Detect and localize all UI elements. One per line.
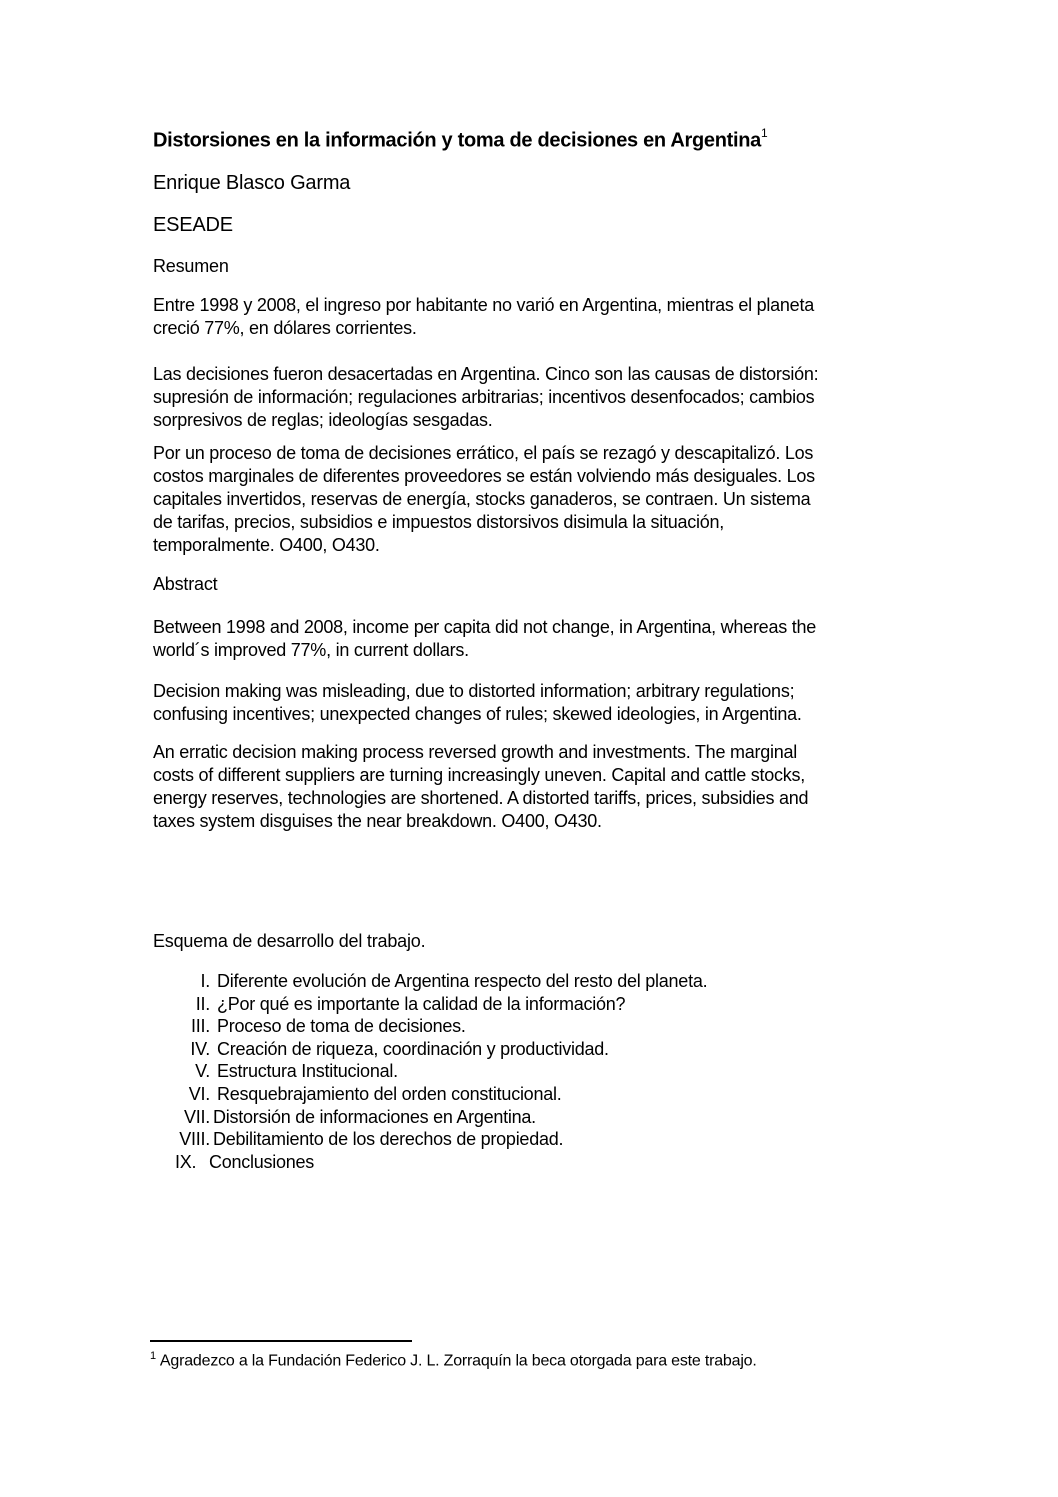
outline-number: I. bbox=[200, 971, 210, 991]
text-line: Por un proceso de toma de decisiones errático, el país se rezagó y descapitalizó. Los bbox=[153, 443, 814, 463]
resumen-paragraph bbox=[153, 294, 913, 340]
text-line: temporalmente. O400, O430. bbox=[153, 535, 380, 555]
footnote-mark: 1 bbox=[150, 1350, 156, 1362]
outline-text: ¿Por qué es importante la calidad de la información? bbox=[217, 993, 626, 1014]
text-line: Between 1998 and 2008, income per capita did not change, in Argentina, whereas the bbox=[153, 617, 816, 637]
outline-heading: Esquema de desarrollo del trabajo. bbox=[153, 931, 426, 951]
outline-number: VII. bbox=[183, 1106, 210, 1127]
resumen-paragraph bbox=[153, 363, 913, 432]
outline-number: VIII. bbox=[179, 1129, 210, 1150]
text-line: Decision making was misleading, due to distorted information; arbitrary regulations; bbox=[153, 681, 795, 701]
paper-title bbox=[153, 128, 767, 153]
footnote-text: Agradezco a la Fundación Federico J. L. Zorraquín la beca otorgada para este trabajo. bbox=[159, 1352, 757, 1370]
outline-text: Debilitamiento de los derechos de propiedad. bbox=[213, 1129, 564, 1150]
text-line: de tarifas, precios, subsidios e impuestos distorsivos disimula la situación, bbox=[153, 512, 725, 532]
abstract-heading: Abstract bbox=[153, 574, 218, 594]
outline-text: Resquebrajamiento del orden constitucional. bbox=[217, 1083, 562, 1104]
outline-number: III. bbox=[190, 1016, 210, 1037]
text-line: Entre 1998 y 2008, el ingreso por habitante no varió en Argentina, mientras el planeta bbox=[153, 295, 814, 315]
paper-title-text: Distorsiones en la información y toma de decisiones en Argentina bbox=[153, 129, 761, 152]
outline-text: Conclusiones bbox=[209, 1151, 315, 1172]
outline-text: Creación de riqueza, coordinación y productividad. bbox=[217, 1038, 609, 1059]
text-line: creció 77%, en dólares corrientes. bbox=[153, 318, 417, 338]
resumen-paragraph bbox=[153, 442, 913, 557]
text-line: taxes system disguises the near breakdown. O400, O430. bbox=[153, 811, 602, 831]
outline-number: IX. bbox=[175, 1151, 197, 1172]
outline-text: Diferente evolución de Argentina respecto del resto del planeta. bbox=[217, 971, 708, 991]
title-footnote-mark: 1 bbox=[761, 126, 768, 140]
footnote-separator bbox=[150, 1340, 412, 1342]
text-line: capitales invertidos, reservas de energía, stocks ganaderos, se contraen. Un sistema bbox=[153, 489, 811, 509]
outline-text: Distorsión de informaciones en Argentina. bbox=[213, 1106, 536, 1127]
outline-text: Proceso de toma de decisiones. bbox=[217, 1016, 466, 1037]
outline-text: Estructura Institucional. bbox=[217, 1061, 398, 1082]
abstract-paragraph bbox=[153, 616, 913, 662]
outline-number: IV. bbox=[190, 1038, 210, 1059]
abstract-paragraph bbox=[153, 680, 913, 726]
text-line: energy reserves, technologies are shortened. A distorted tariffs, prices, subsidies and bbox=[153, 788, 809, 808]
outline-number: II. bbox=[195, 993, 210, 1014]
resumen-heading: Resumen bbox=[153, 256, 229, 276]
text-line: costs of different suppliers are turning increasingly uneven. Capital and cattle stocks, bbox=[153, 765, 806, 785]
text-line: supresión de información; regulaciones arbitrarias; incentivos desenfocados; cambios bbox=[153, 387, 815, 407]
outline-number: VI. bbox=[188, 1083, 210, 1104]
institution: ESEADE bbox=[153, 214, 233, 236]
text-line: Las decisiones fueron desacertadas en Argentina. Cinco son las causas de distorsión: bbox=[153, 364, 819, 384]
text-line: costos marginales de diferentes proveedores se están volviendo más desiguales. Los bbox=[153, 466, 815, 486]
text-line: sorpresivos de reglas; ideologías sesgadas. bbox=[153, 410, 493, 430]
text-line: An erratic decision making process reversed growth and investments. The marginal bbox=[153, 742, 797, 762]
text-line: confusing incentives; unexpected changes of rules; skewed ideologies, in Argentina. bbox=[153, 704, 802, 724]
text-line: world´s improved 77%, in current dollars. bbox=[153, 640, 469, 660]
author-name: Enrique Blasco Garma bbox=[153, 172, 351, 194]
abstract-paragraph bbox=[153, 741, 913, 833]
outline-number: V. bbox=[195, 1061, 210, 1082]
footnote bbox=[150, 1350, 757, 1370]
